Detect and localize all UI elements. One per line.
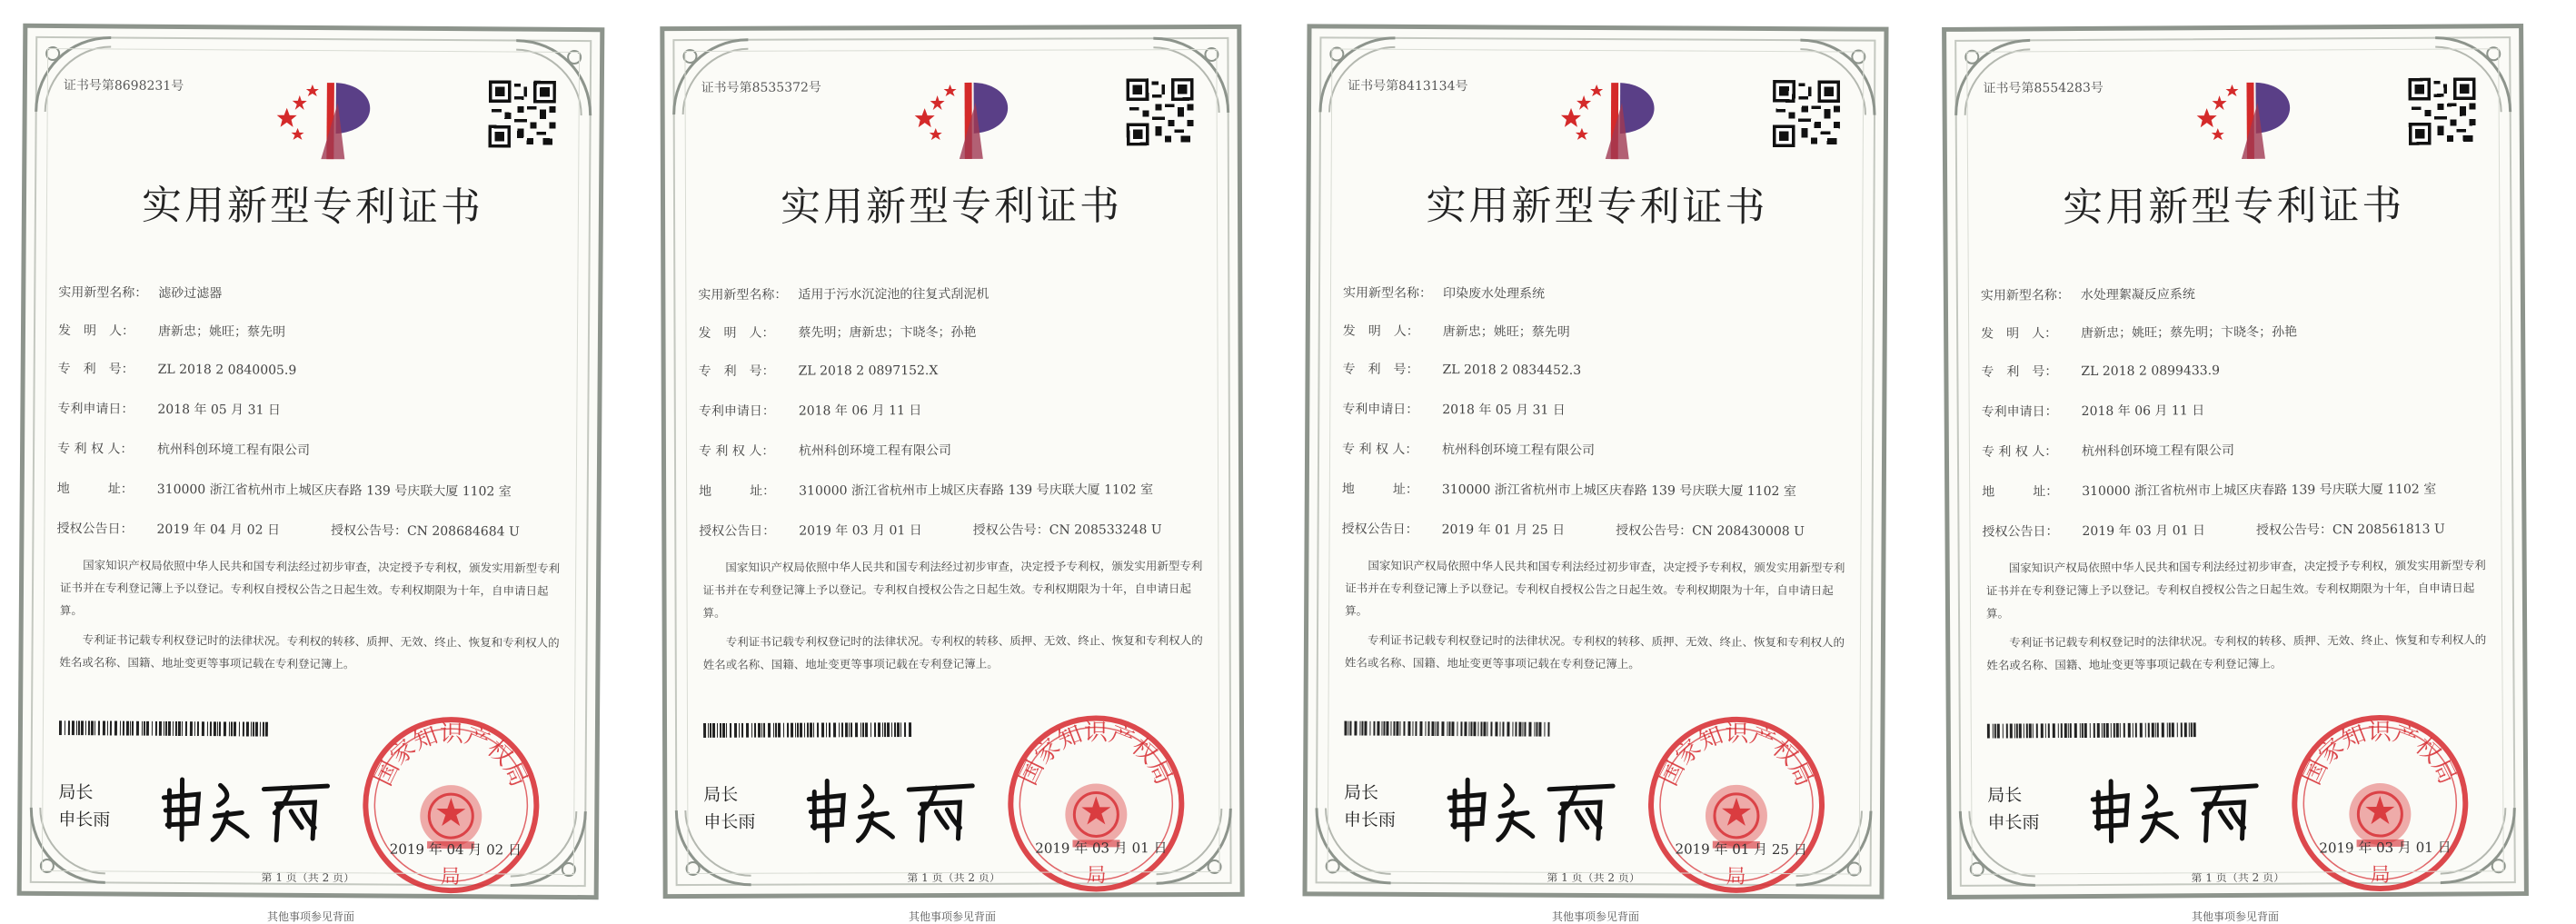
certificate-paragraph-record: 专利证书记载专利权登记时的法律状况。专利权的转移、质押、无效、终止、恢复和专利权人的姓名或名称、国籍、地址变更等事项记载在专利登记簿上。 [702, 633, 1203, 671]
certificate-paragraph-record: 专利证书记载专利权登记时的法律状况。专利权的转移、质押、无效、终止、恢复和专利权人的姓名或名称、国籍、地址变更等事项记载在专利登记簿上。 [1986, 632, 2487, 672]
certificate-paragraph-grant: 国家知识产权局依照中华人民共和国专利法经过初步审查，决定授予专利权，颁发实用新型专利证书并在专利登记簿上予以登记。专利权自授权公告之日起生效。专利权期限为十年，自申请日起算。 [59, 558, 561, 618]
patent-office-emblem-icon [909, 75, 1027, 166]
utility-model-name: 适用于污水沉淀池的往复式刮泥机 [798, 286, 990, 303]
inventor: 唐新忠；姚旺；蔡先明 [1442, 324, 1570, 340]
director-title: 局长 [1987, 785, 2023, 806]
patent-certificate [1942, 24, 2529, 899]
label-patent-number: 专 利 号： [57, 362, 134, 377]
announcement-date: 2019 年 04 月 02 日 [156, 522, 281, 538]
director-signature-icon [154, 763, 346, 846]
seal-bottom-text: 局 [440, 866, 461, 889]
inventor: 唐新忠；姚旺；蔡先明；卞晓冬；孙艳 [2081, 324, 2298, 342]
label-utility-model-name: 实用新型名称： [1980, 288, 2070, 303]
label-patent-holder: 专 利 权 人： [1342, 442, 1418, 457]
official-seal-icon [2289, 711, 2472, 894]
filing-date: 2018 年 05 月 31 日 [1442, 402, 1566, 418]
label-filing-date: 专利申请日： [57, 402, 134, 417]
label-inventor: 发 明 人： [1981, 326, 2058, 342]
field-utility-model-name [1343, 283, 1545, 303]
seal-text: 国家知识产权局 [370, 720, 532, 791]
back-note: 其他事项参见背面 [1551, 910, 1639, 923]
patent-number: ZL 2018 2 0899433.9 [2081, 363, 2221, 380]
label-announcement-date: 授权公告日： [1982, 524, 2059, 540]
label-announcement-number: 授权公告号： [2255, 522, 2333, 538]
announcement-date: 2019 年 03 月 01 日 [2082, 523, 2206, 540]
svg-text:国家知识产权局 [2298, 718, 2461, 789]
label-inventor: 发 明 人： [57, 323, 135, 339]
barcode-icon [1987, 722, 2196, 738]
svg-text:国家知识产权局 [1015, 719, 1178, 790]
issue-date: 2019 年 01 月 25 日 [1675, 840, 1807, 859]
barcode-icon [59, 720, 268, 737]
certificate-title: 实用新型专利证书 [141, 182, 484, 232]
announcement-number: CN 208430008 U [1692, 523, 1805, 540]
patent-number: ZL 2018 2 0840005.9 [157, 362, 297, 378]
issue-date: 2019 年 03 月 01 日 [2319, 839, 2452, 857]
patent-office-emblem-icon [2190, 75, 2309, 167]
label-address: 地 址： [699, 483, 776, 499]
patent-holder: 杭州科创环境工程有限公司 [157, 442, 311, 458]
qr-code-icon [2408, 77, 2475, 144]
field-address [57, 479, 512, 500]
field-announcement [1342, 520, 1805, 541]
label-patent-holder: 专 利 权 人： [1981, 444, 2058, 460]
certificate-title: 实用新型专利证书 [780, 183, 1123, 231]
corner-ornament-icon [33, 34, 115, 116]
director-block [703, 781, 755, 836]
announcement-date: 2019 年 01 月 25 日 [1441, 522, 1566, 538]
address: 310000 浙江省杭州市上城区庆春路 139 号庆联大厦 1102 室 [2082, 482, 2437, 500]
director-block [1987, 781, 2039, 836]
field-utility-model-name [1981, 284, 2195, 303]
director-block [58, 779, 110, 833]
official-seal-icon [1005, 712, 1188, 895]
field-utility-model-name [698, 284, 989, 303]
field-patent-holder [1982, 441, 2234, 461]
announcement-number: CN 208684684 U [406, 523, 520, 540]
patent-certificate [660, 25, 1244, 899]
seal-text: 国家知识产权局 [2298, 718, 2462, 790]
label-address: 地 址： [56, 482, 134, 497]
seal-bottom-text: 局 [1086, 864, 1107, 888]
label-patent-number: 专 利 号： [1981, 364, 2058, 380]
certificate-number: 证书号第8413134号 [1348, 78, 1468, 94]
label-announcement-number: 授权公告号： [1616, 523, 1693, 539]
certificate-paragraph-record: 专利证书记载专利权登记时的法律状况。专利权的转移、质押、无效、终止、恢复和专利权人的姓名或名称、国籍、地址变更等事项记载在专利登记簿上。 [59, 632, 560, 671]
field-utility-model-name [58, 283, 222, 302]
corner-ornament-icon [1317, 34, 1398, 115]
field-filing-date [57, 399, 281, 419]
seal-text: 国家知识产权局 [1014, 719, 1178, 790]
patent-office-emblem-icon [270, 75, 389, 167]
back-note: 其他事项参见背面 [2191, 910, 2279, 923]
utility-model-name: 印染废水处理系统 [1442, 286, 1546, 302]
svg-text:国家知识产权局 [370, 720, 532, 790]
qr-code-icon [1773, 80, 1840, 147]
field-filing-date [1342, 400, 1566, 419]
field-address [1342, 480, 1796, 501]
address: 310000 浙江省杭州市上城区庆春路 139 号庆联大厦 1102 室 [1441, 482, 1796, 500]
seal-bottom-text: 局 [2370, 863, 2391, 888]
label-address: 地 址： [1982, 484, 2059, 500]
certificate-number: 证书号第8535372号 [701, 80, 821, 95]
patent-certificate [17, 24, 605, 899]
director-name: 申长雨 [703, 811, 756, 832]
certificate-title: 实用新型专利证书 [1426, 183, 1768, 231]
label-patent-holder: 专 利 权 人： [57, 442, 134, 457]
field-announcement [1982, 520, 2444, 541]
director-name: 申长雨 [1343, 810, 1397, 830]
label-announcement-number: 授权公告号： [330, 523, 408, 539]
back-note: 其他事项参见背面 [266, 910, 354, 923]
label-utility-model-name: 实用新型名称： [58, 285, 148, 301]
certificate-paragraph-grant: 国家知识产权局依照中华人民共和国专利法经过初步审查，决定授予专利权，颁发实用新型专利证书并在专利登记簿上予以登记。专利权自授权公告之日起生效。专利权期限为十年，自申请日起算。 [1345, 558, 1845, 618]
certificate-paragraph-grant: 国家知识产权局依照中华人民共和国专利法经过初步审查，决定授予专利权，颁发实用新型专利证书并在专利登记簿上予以登记。专利权自授权公告之日起生效。专利权期限为十年，自申请日起算。 [702, 559, 1203, 620]
director-title: 局长 [58, 782, 94, 803]
label-announcement-date: 授权公告日： [56, 522, 134, 537]
director-title: 局长 [703, 784, 739, 805]
field-inventor [1981, 323, 2297, 343]
field-patent-holder [1342, 440, 1595, 459]
label-filing-date: 专利申请日： [1342, 402, 1419, 417]
barcode-icon [703, 722, 912, 738]
barcode-icon [1344, 721, 1553, 737]
director-name: 申长雨 [1987, 812, 2040, 833]
official-seal-icon [1646, 713, 1828, 896]
page-indicator: 第 1 页（共 2 页） [907, 870, 1000, 885]
utility-model-name: 水处理絮凝反应系统 [2080, 287, 2195, 303]
issue-date: 2019 年 04 月 02 日 [389, 840, 522, 859]
director-title: 局长 [1344, 782, 1379, 803]
label-announcement-date: 授权公告日： [699, 523, 776, 539]
director-signature-icon [800, 764, 990, 847]
director-name: 申长雨 [58, 810, 111, 830]
announcement-number: CN 208533248 U [1049, 522, 1162, 538]
label-patent-number: 专 利 号： [1342, 362, 1419, 377]
patent-number: ZL 2018 2 0834452.3 [1442, 363, 1582, 378]
field-inventor [698, 323, 976, 342]
inventor: 蔡先明；唐新忠；卞晓冬；孙艳 [798, 324, 977, 341]
seal-bottom-text: 局 [1726, 865, 1746, 889]
utility-model-name: 滤砂过滤器 [158, 285, 223, 302]
patent-holder: 杭州科创环境工程有限公司 [2081, 443, 2234, 460]
director-block [1344, 780, 1396, 834]
label-patent-holder: 专 利 权 人： [698, 443, 775, 459]
field-address [699, 480, 1153, 500]
field-inventor [58, 321, 285, 341]
page-indicator: 第 1 页（共 2 页） [1547, 870, 1640, 885]
official-seal-icon [360, 713, 542, 896]
field-announcement [699, 520, 1161, 540]
label-inventor: 发 明 人： [1342, 323, 1419, 339]
field-patent-holder [57, 439, 310, 459]
field-patent-holder [699, 441, 951, 460]
label-announcement-date: 授权公告日： [1341, 522, 1418, 537]
seal-text: 国家知识产权局 [1655, 720, 1818, 791]
certificate-number: 证书号第8698231号 [63, 78, 184, 94]
field-filing-date [699, 401, 922, 420]
director-signature-icon [2084, 764, 2275, 847]
address: 310000 浙江省杭州市上城区庆春路 139 号庆联大厦 1102 室 [156, 482, 512, 500]
label-announcement-number: 授权公告号： [972, 522, 1049, 538]
field-announcement [56, 519, 519, 541]
announcement-number: CN 208561813 U [2332, 522, 2445, 538]
label-inventor: 发 明 人： [698, 325, 775, 341]
label-filing-date: 专利申请日： [698, 403, 775, 419]
qr-code-icon [488, 80, 556, 148]
label-address: 地 址： [1341, 482, 1418, 497]
director-signature-icon [1440, 763, 1631, 846]
label-filing-date: 专利申请日： [1981, 404, 2058, 420]
announcement-date: 2019 年 03 月 01 日 [799, 523, 922, 539]
filing-date: 2018 年 06 月 11 日 [2081, 403, 2205, 420]
field-patent-number [58, 359, 297, 379]
label-patent-number: 专 利 号： [698, 363, 775, 379]
filing-date: 2018 年 06 月 11 日 [798, 403, 922, 419]
patent-office-emblem-icon [1555, 75, 1674, 167]
field-address [1982, 480, 2436, 501]
field-patent-number [1981, 361, 2220, 381]
label-utility-model-name: 实用新型名称： [1342, 285, 1433, 302]
certificate-paragraph-record: 专利证书记载专利权登记时的法律状况。专利权的转移、质押、无效、终止、恢复和专利权人的姓名或名称、国籍、地址变更等事项记载在专利登记簿上。 [1344, 632, 1845, 671]
page-indicator: 第 1 页（共 2 页） [261, 870, 355, 885]
field-inventor [1343, 322, 1570, 341]
address: 310000 浙江省杭州市上城区庆春路 139 号庆联大厦 1102 室 [799, 482, 1154, 499]
inventor: 唐新忠；姚旺；蔡先明 [157, 323, 286, 340]
certificate-title: 实用新型专利证书 [2063, 182, 2405, 232]
qr-code-icon [1127, 78, 1194, 145]
field-patent-number [1342, 360, 1581, 379]
svg-text:国家知识产权局 [1656, 720, 1818, 790]
page-indicator: 第 1 页（共 2 页） [2191, 870, 2285, 885]
patent-holder: 杭州科创环境工程有限公司 [798, 443, 951, 459]
filing-date: 2018 年 05 月 31 日 [157, 402, 281, 418]
patent-holder: 杭州科创环境工程有限公司 [1442, 442, 1596, 458]
back-note: 其他事项参见背面 [908, 910, 996, 923]
label-utility-model-name: 实用新型名称： [698, 287, 788, 303]
certificate-number: 证书号第8554283号 [1983, 80, 2104, 96]
field-patent-number [699, 361, 939, 380]
patent-certificate [1302, 24, 1888, 899]
certificate-paragraph-grant: 国家知识产权局依照中华人民共和国专利法经过初步审查，决定授予专利权，颁发实用新型专利证书并在专利登记簿上予以登记。专利权自授权公告之日起生效。专利权期限为十年，自申请日起算。 [1985, 558, 2486, 621]
issue-date: 2019 年 03 月 01 日 [1035, 840, 1168, 857]
field-filing-date [1982, 401, 2205, 420]
patent-number: ZL 2018 2 0897152.X [798, 363, 939, 379]
